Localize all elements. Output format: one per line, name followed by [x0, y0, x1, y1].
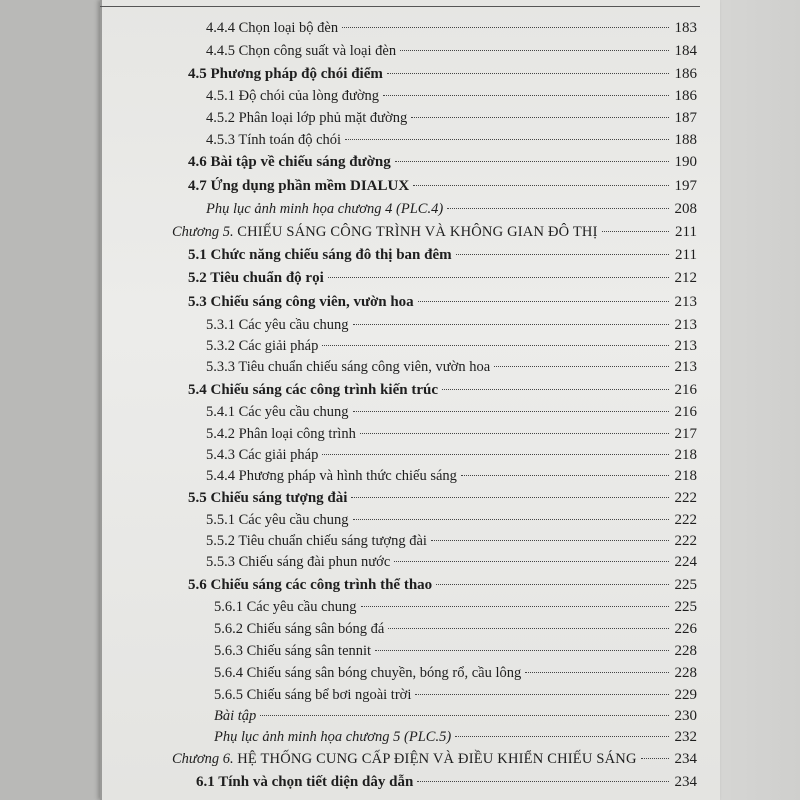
toc-entry-page: 228: [674, 665, 697, 681]
toc-entry: [206, 86, 697, 106]
toc-entry: [206, 445, 697, 465]
toc-entry-page: 213: [674, 359, 697, 375]
toc-entry-page: 234: [674, 774, 697, 790]
toc-entry: [188, 152, 697, 172]
toc-entry-page: 183: [674, 20, 697, 36]
chapter-prefix: Chương 5.: [172, 224, 234, 240]
toc-entry-page: 187: [674, 110, 697, 126]
toc-entry-page: 184: [674, 43, 697, 59]
toc-entry-page: 213: [674, 338, 697, 354]
toc-entry: [206, 199, 697, 219]
leader-dots: [345, 139, 669, 140]
toc-entry-page: 225: [674, 599, 697, 615]
toc-entry-label: 4.5.2 Phân loại lớp phủ mặt đường: [206, 110, 408, 126]
toc-entry: [206, 108, 697, 128]
toc-entry-page: 186: [674, 88, 697, 104]
leader-dots: [415, 694, 669, 695]
toc-entry-label: 5.3.2 Các giải pháp: [206, 338, 319, 354]
toc-entry-page: 226: [674, 621, 697, 637]
toc-entry: [206, 130, 697, 150]
toc-entry: [206, 552, 697, 572]
toc-entry: [214, 641, 697, 661]
toc-entry-page: 222: [674, 490, 697, 506]
toc-entry: [188, 176, 697, 196]
toc-entry: [188, 380, 697, 400]
leader-dots: [494, 366, 669, 367]
toc-entry-label: 5.6.4 Chiếu sáng sân bóng chuyền, bóng rổ, cầu lông: [214, 665, 522, 681]
toc-entry-label: 5.6 Chiếu sáng các công trình thể thao: [188, 577, 433, 593]
toc-entry: [196, 772, 697, 792]
toc-chapter-entry: [172, 222, 697, 242]
toc-entry: [206, 336, 697, 356]
toc-entry: [188, 488, 697, 508]
leader-dots: [442, 389, 669, 390]
toc-entry-page: 230: [674, 708, 697, 724]
toc-entry-label: 5.6.2 Chiếu sáng sân bóng đá: [214, 621, 385, 637]
toc-entry-label: 4.5 Phương pháp độ chói điểm: [188, 66, 383, 82]
toc-entry-page: 218: [674, 447, 697, 463]
toc-entry-label: 4.4.5 Chọn công suất và loại đèn: [206, 43, 397, 59]
toc-chapter-label: [172, 749, 637, 769]
toc-entry-page: 213: [674, 317, 697, 333]
leader-dots: [342, 27, 669, 28]
toc-entry: [188, 575, 697, 595]
toc-entry-page: 228: [674, 643, 697, 659]
leader-dots: [360, 433, 669, 434]
toc-entry-page: 197: [674, 178, 697, 194]
toc-entry-page: 188: [674, 132, 697, 148]
leader-dots: [353, 411, 669, 412]
toc-entry-label: 5.3 Chiếu sáng công viên, vườn hoa: [188, 294, 414, 310]
toc-entry-page: 212: [674, 270, 697, 286]
leader-dots: [436, 584, 669, 585]
toc-entry-page: 213: [674, 294, 697, 310]
toc-entry-label: 5.3.1 Các yêu cầu chung: [206, 317, 349, 333]
leader-dots: [322, 345, 669, 346]
toc-entry-label: 4.5.3 Tính toán độ chói: [206, 132, 342, 148]
toc-entry-page: 216: [674, 404, 697, 420]
toc-chapter-entry: [172, 749, 697, 769]
leader-dots: [260, 715, 669, 716]
leader-dots: [431, 540, 669, 541]
toc-entry-label: 5.2 Tiêu chuẩn độ rọi: [188, 270, 324, 286]
toc-entry: [206, 18, 697, 38]
toc-entry-label: 5.3.3 Tiêu chuẩn chiếu sáng công viên, vườn hoa: [206, 359, 491, 375]
toc-entry: [188, 268, 697, 288]
toc-entry: [206, 510, 697, 530]
toc-entry-page: 211: [675, 224, 697, 240]
leader-dots: [328, 277, 669, 278]
toc-entry: [214, 685, 697, 705]
toc-entry-label: 5.4.1 Các yêu cầu chung: [206, 404, 349, 420]
toc-entry-page: 190: [674, 154, 697, 170]
toc-entry-page: 216: [674, 382, 697, 398]
toc-entry-label: 5.5 Chiếu sáng tượng đài: [188, 490, 348, 506]
toc-entry: [214, 619, 697, 639]
toc-chapter-label: [172, 222, 598, 242]
toc-entry-page: 232: [674, 729, 697, 745]
leader-dots: [361, 606, 669, 607]
toc-entry-label: 5.6.5 Chiếu sáng bể bơi ngoài trời: [214, 687, 412, 703]
chapter-title: HỆ THỐNG CUNG CẤP ĐIỆN VÀ ĐIỀU KHIỂN CHIẾU SÁNG: [237, 751, 637, 767]
leader-dots: [351, 497, 669, 498]
toc-entry: [214, 663, 697, 683]
chapter-prefix: Chương 6.: [172, 751, 234, 767]
leader-dots: [411, 117, 669, 118]
toc-entry: [214, 727, 697, 747]
toc-entry-label: 6.1 Tính và chọn tiết diện dây dẫn: [196, 774, 414, 790]
toc-entry-page: 186: [674, 66, 697, 82]
leader-dots: [602, 231, 669, 232]
toc-entry: [188, 64, 697, 84]
toc-entry: [188, 292, 697, 312]
leader-dots: [395, 161, 669, 162]
toc-entry-page: 229: [674, 687, 697, 703]
leader-dots: [353, 519, 669, 520]
toc-entry-label: 5.6.3 Chiếu sáng sân tennit: [214, 643, 372, 659]
leader-dots: [456, 254, 669, 255]
toc-entry: [214, 706, 697, 726]
toc-entry-label: 4.5.1 Độ chói của lòng đường: [206, 88, 379, 104]
leader-dots: [383, 95, 669, 96]
leader-dots: [400, 50, 669, 51]
leader-dots: [447, 208, 669, 209]
toc-entry-page: 208: [674, 201, 697, 217]
toc-entry-label: 5.4.2 Phân loại công trình: [206, 426, 356, 442]
toc-entry-label: 5.4 Chiếu sáng các công trình kiến trúc: [188, 382, 439, 398]
toc-entry: [206, 531, 697, 551]
toc-entry-label: 5.5.3 Chiếu sáng đài phun nước: [206, 554, 391, 570]
toc-entry-page: 222: [674, 512, 697, 528]
toc-entry: [188, 245, 697, 265]
leader-dots: [387, 73, 669, 74]
toc-entry-label: 5.5.2 Tiêu chuẩn chiếu sáng tượng đài: [206, 533, 427, 549]
toc-entry-page: 217: [674, 426, 697, 442]
toc-entry-page: 218: [674, 468, 697, 484]
toc-entry-page: 234: [674, 751, 697, 767]
leader-dots: [418, 301, 669, 302]
toc-entry-label: 5.5.1 Các yêu cầu chung: [206, 512, 349, 528]
toc-entry: [206, 402, 697, 422]
toc-entry-page: 222: [674, 533, 697, 549]
leader-dots: [375, 650, 669, 651]
toc-entry: [206, 357, 697, 377]
leader-dots: [413, 185, 669, 186]
toc-entry: [206, 424, 697, 444]
leader-dots: [394, 561, 669, 562]
toc-entry: [206, 466, 697, 486]
toc-entry: [214, 597, 697, 617]
toc-entry: [206, 41, 697, 61]
toc-entry-label: 5.4.3 Các giải pháp: [206, 447, 319, 463]
leader-dots: [461, 475, 669, 476]
toc-entry-label: 5.6.1 Các yêu cầu chung: [214, 599, 357, 615]
toc-entry-label: Phụ lục ảnh minh họa chương 5 (PLC.5): [214, 729, 452, 745]
chapter-title: CHIẾU SÁNG CÔNG TRÌNH VÀ KHÔNG GIAN ĐÔ THỊ: [237, 224, 598, 240]
leader-dots: [525, 672, 669, 673]
toc-entry-label: Phụ lục ảnh minh họa chương 4 (PLC.4): [206, 201, 444, 217]
leader-dots: [455, 736, 669, 737]
toc-entry-label: Bài tập: [214, 708, 257, 724]
toc-entry: [206, 315, 697, 335]
leader-dots: [641, 758, 669, 759]
leader-dots: [353, 324, 669, 325]
toc-entry-page: 224: [674, 554, 697, 570]
leader-dots: [388, 628, 669, 629]
toc-entry-label: 5.4.4 Phương pháp và hình thức chiếu sáng: [206, 468, 457, 484]
toc-entry-page: 225: [674, 577, 697, 593]
toc-entry-label: 4.7 Ứng dụng phần mềm DIALUX: [188, 178, 410, 194]
toc-entry-label: 4.4.4 Chọn loại bộ đèn: [206, 20, 339, 36]
leader-dots: [417, 781, 669, 782]
toc-entry-label: 4.6 Bài tập về chiếu sáng đường: [188, 154, 391, 170]
leader-dots: [322, 454, 669, 455]
toc-entry-label: 5.1 Chức năng chiếu sáng đô thị ban đêm: [188, 247, 452, 263]
toc-entry-page: 211: [675, 247, 697, 263]
